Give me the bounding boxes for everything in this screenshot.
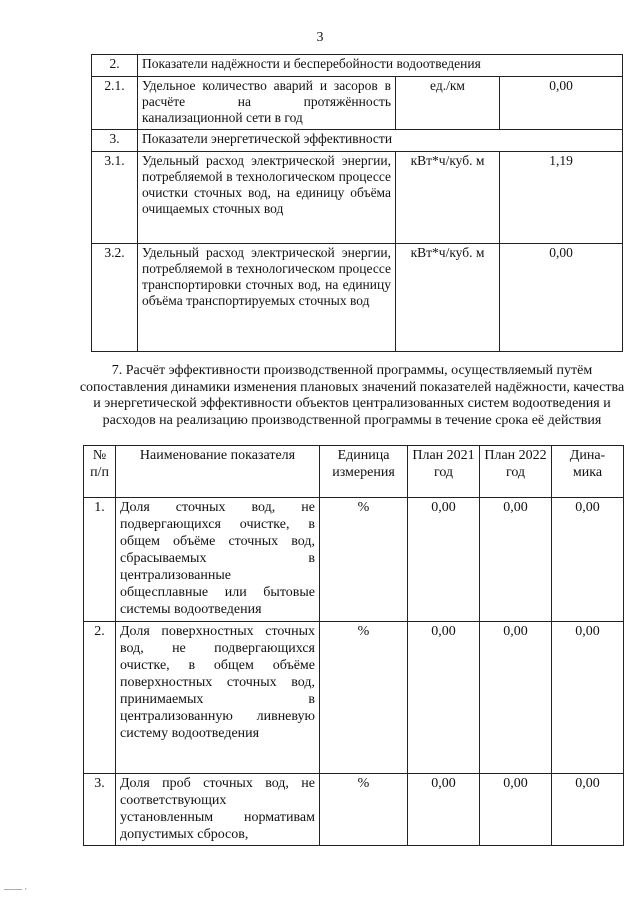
plan-2021-value: 0,00 bbox=[408, 774, 480, 846]
indicator-unit: кВт*ч/куб. м bbox=[396, 244, 500, 352]
header-unit: Единица измерения bbox=[320, 446, 408, 498]
row-number: 3. bbox=[84, 774, 116, 846]
table-row bbox=[92, 244, 623, 352]
efficiency-table bbox=[83, 445, 624, 846]
section-heading: 7. Расчёт эффективности производственной программы, осуществляемый путём сопоставления динамики изменения плановых значений показателей надёжности, качества и энергетической эффективности объектов централизованных систем водоотведения и расходов на реализацию производственной программы в течение срока её действия bbox=[79, 363, 625, 428]
plan-2021-value: 0,00 bbox=[408, 498, 480, 622]
plan-2021-value: 0,00 bbox=[408, 622, 480, 774]
table-row bbox=[84, 622, 624, 774]
row-number: 3.2. bbox=[92, 244, 138, 352]
row-number: 2. bbox=[92, 55, 138, 77]
header-plan-2022: План 2022 год bbox=[480, 446, 552, 498]
table-row bbox=[84, 498, 624, 622]
table-row-section bbox=[92, 55, 623, 77]
row-number: 3.1. bbox=[92, 152, 138, 244]
plan-2022-value: 0,00 bbox=[480, 774, 552, 846]
indicator-unit: % bbox=[320, 774, 408, 846]
indicator-value: 0,00 bbox=[500, 244, 623, 352]
row-number: 2.1. bbox=[92, 77, 138, 130]
indicators-table bbox=[91, 54, 623, 352]
table-row bbox=[92, 152, 623, 244]
plan-2022-value: 0,00 bbox=[480, 622, 552, 774]
row-number: 3. bbox=[92, 130, 138, 152]
section-title: Показатели энергетической эффективности bbox=[138, 130, 623, 152]
indicator-name: Доля сточных вод, не подвергающихся очистке, в общем объёме сточных вод, сбрасываемых в централизованные общесплавные или бытовые системы водоотведения bbox=[116, 498, 320, 622]
indicator-value: 1,19 bbox=[500, 152, 623, 244]
table-row-section bbox=[92, 130, 623, 152]
header-name: Наименование показателя bbox=[116, 446, 320, 498]
header-plan-2021: План 2021 год bbox=[408, 446, 480, 498]
plan-2022-value: 0,00 bbox=[480, 498, 552, 622]
footer-mark: —— · bbox=[4, 884, 28, 894]
table-header-row bbox=[84, 446, 624, 498]
table-row bbox=[92, 77, 623, 130]
indicator-name: Удельный расход электрической энергии, потребляемой в технологическом процессе очистки сточных вод, на единицу объёма очищаемых сточных вод bbox=[138, 152, 396, 244]
indicator-name: Доля поверхностных сточных вод, не подвергающихся очистке, в общем объёме поверхностных сточных вод, принимаемых в централизованную ливневую систему водоотведения bbox=[116, 622, 320, 774]
indicator-name: Доля проб сточных вод, не соответствующих установленным нормативам допустимых сбросов, bbox=[116, 774, 320, 846]
header-dynamics: Дина-мика bbox=[552, 446, 624, 498]
indicator-unit: ед./км bbox=[396, 77, 500, 130]
indicator-unit: % bbox=[320, 622, 408, 774]
indicator-name: Удельное количество аварий и засоров в расчёте на протяжённость канализационной сети в год bbox=[138, 77, 396, 130]
row-number: 1. bbox=[84, 498, 116, 622]
section-title: Показатели надёжности и бесперебойности водоотведения bbox=[138, 55, 623, 77]
table-row bbox=[84, 774, 624, 846]
indicator-unit: кВт*ч/куб. м bbox=[396, 152, 500, 244]
indicator-name: Удельный расход электрической энергии, потребляемой в технологическом процессе транспортировки сточных вод, на единицу объёма транспортируемых сточных вод bbox=[138, 244, 396, 352]
indicator-value: 0,00 bbox=[500, 77, 623, 130]
header-number: № п/п bbox=[84, 446, 116, 498]
dynamics-value: 0,00 bbox=[552, 774, 624, 846]
indicator-unit: % bbox=[320, 498, 408, 622]
dynamics-value: 0,00 bbox=[552, 498, 624, 622]
row-number: 2. bbox=[84, 622, 116, 774]
page-number: 3 bbox=[316, 30, 324, 45]
dynamics-value: 0,00 bbox=[552, 622, 624, 774]
